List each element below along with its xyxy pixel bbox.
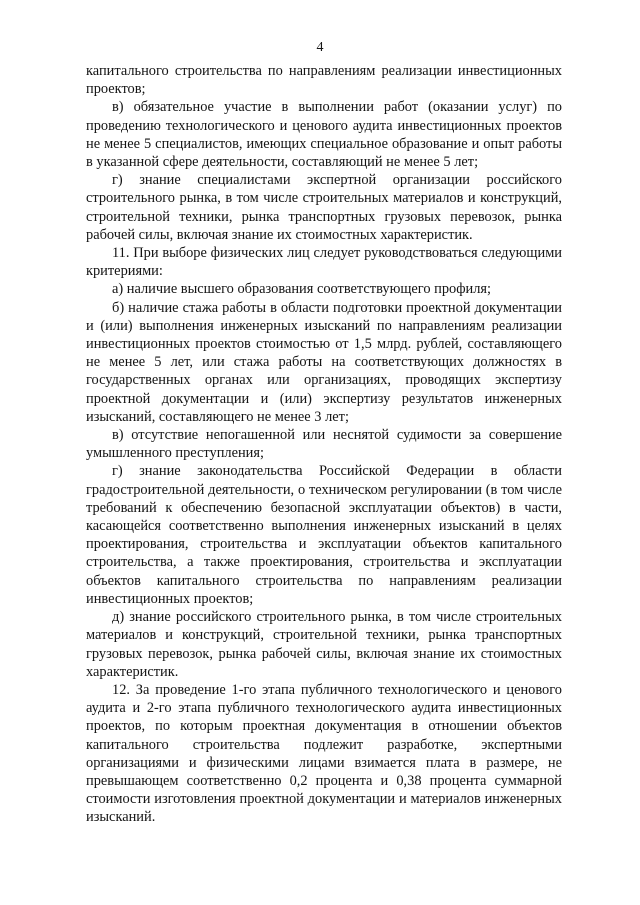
document-body	[86, 62, 562, 827]
paragraph-item-b: б) наличие стажа работы в области подготовки проектной документации и (или) выполнения инженерных изысканий по направлениям реализации инвестиционных проектов стоимостью от 1,5 млрд. рублей, составляющего не менее 5 лет, или стажа работы на соответствующих должностях в государственных органах или организациях, проводящих экспертизу проектной документации и (или) экспертизу результатов инженерных изысканий, составляющего не менее 3 лет;	[86, 299, 562, 425]
paragraph-item-v: в) обязательное участие в выполнении работ (оказании услуг) по проведению технологического и ценового аудита инвестиционных проектов не менее 5 специалистов, имеющих специальное образование и опыт работы в указанной сфере деятельности, составляющий не менее 5 лет;	[86, 99, 562, 171]
paragraph-item-g2: г) знание законодательства Российской Федерации в области градостроительной деятельности, о техническом регулировании (в том числе требований к обеспечению безопасной эксплуатации объектов) в части, касающейся соответственно выполнения инженерных изысканий в целях проектирования, строительства и эксплуатации объектов капитального строительства, а также проектирования, строительства и эксплуатации объектов капитального строительства по направлениям реализации инвестиционных проектов;	[86, 463, 562, 607]
paragraph-clause-12: 12. За проведение 1-го этапа публичного технологического и ценового аудита и 2-го этапа публичного технологического аудита инвестиционных проектов, по которым проектная документация в отношении объектов капитального строительства подлежит разработке, экспертными организациями и физическими лицами взимается плата в размере, не превышающем соответственно 0,2 процента и 0,38 процента суммарной стоимости изготовления проектной документации и материалов инженерных изысканий.	[86, 681, 562, 826]
page-number: 4	[316, 40, 324, 55]
paragraph-item-d: д) знание российского строительного рынка, в том числе строительных материалов и конструкций, строительной техники, рынка транспортных грузовых перевозок, рынка рабочей силы, включая знание их стоимостных характеристик.	[86, 609, 562, 680]
paragraph-item-v2: в) отсутствие непогашенной или неснятой судимости за совершение умышленного преступления;	[86, 427, 562, 462]
paragraph-clause-11: 11. При выборе физических лиц следует руководствоваться следующими критериями:	[86, 245, 562, 280]
paragraph-item-g: г) знание специалистами экспертной организации российского строительного рынка, в том числе строительных материалов и конструкций, строительной техники, рынка транспортных грузовых перевозок, рынка рабочей силы, включая знание их стоимостных характеристик.	[86, 172, 562, 243]
paragraph-item-a: а) наличие высшего образования соответствующего профиля;	[112, 281, 492, 298]
paragraph-continuation: капитального строительства по направлениям реализации инвестиционных проектов;	[86, 63, 562, 98]
